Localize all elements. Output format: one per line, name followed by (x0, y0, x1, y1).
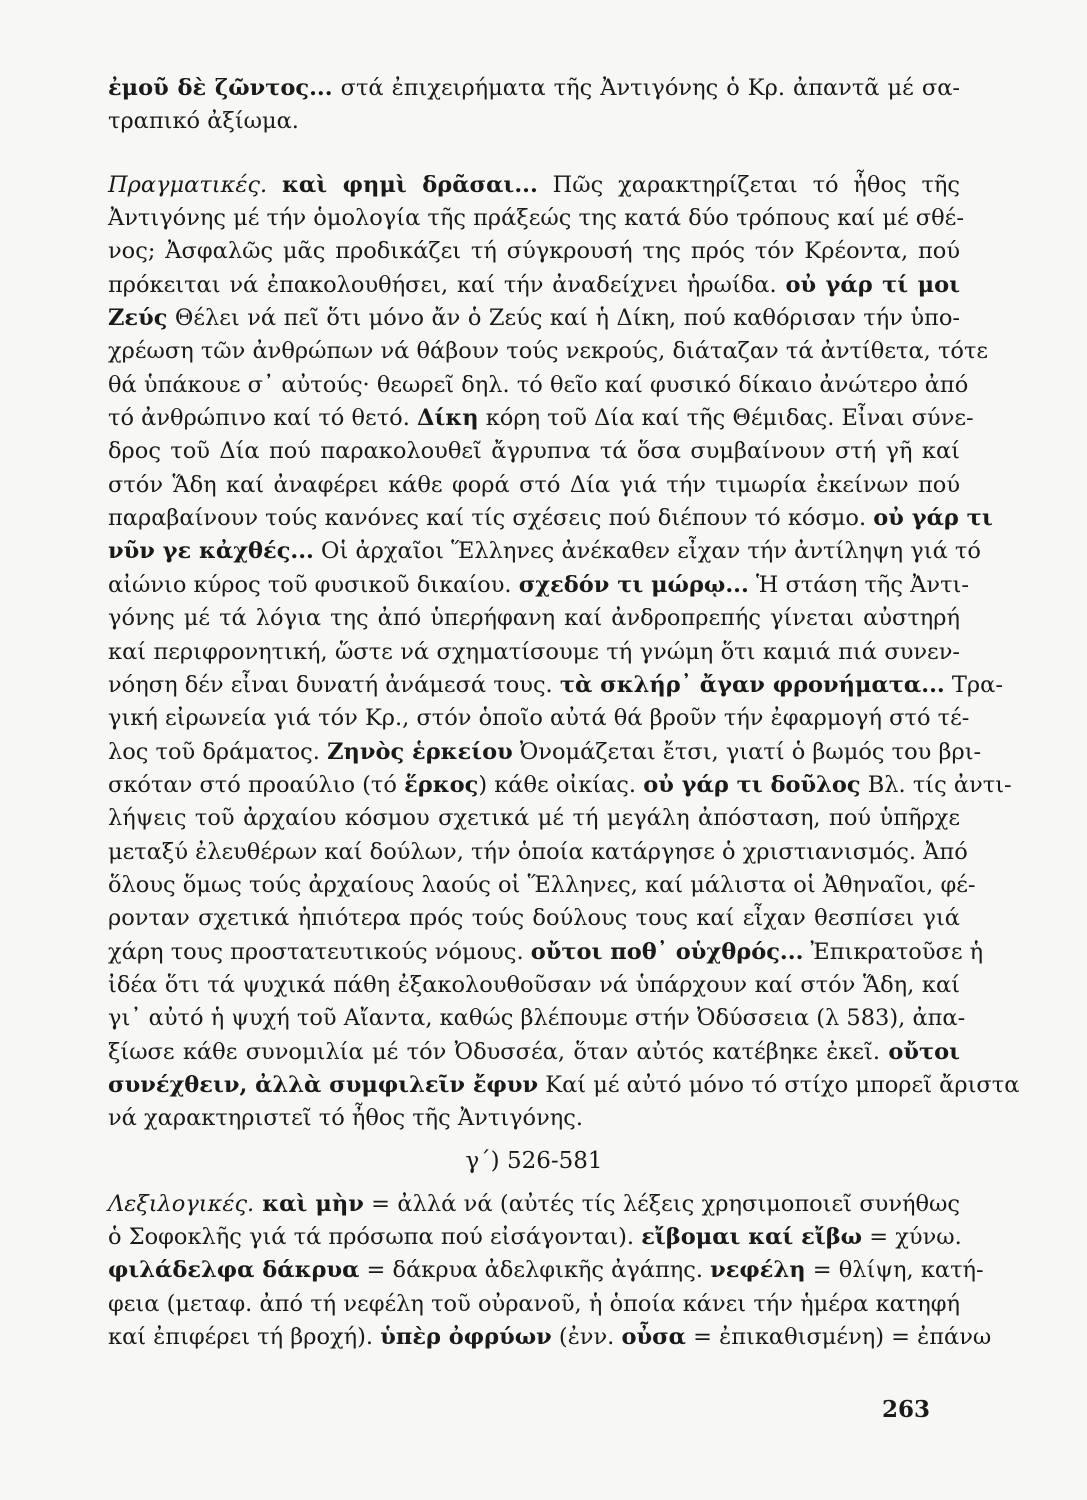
text-line: γόνης μέ τά λόγια της ἀπό ὑπερήφανη καί ἀνδροπρεπής γίνεται αὐστηρή (108, 605, 960, 632)
text-line: μεταξύ ἐλευθέρων καί δούλων, τήν ὁποία κατάργησε ὁ χριστιανισμός. Ἀπό (108, 838, 968, 865)
text-line: ἐμοῦ δὲ ζῶντος... στά ἐπιχειρήματα τῆς Ἀντιγόνης ὁ Κρ. ἀπαντᾶ μέ σα- (108, 75, 960, 101)
text-line: ὁ Σοφοκλῆς γιά τά πρόσωπα πού εἰσάγονται). εἴβομαι καί εἴβω = χύνω. (108, 1224, 962, 1250)
text-line: ρονταν σχετικά ἠπιότερα πρός τούς δούλους τους καί εἶχαν θεσπίσει γιά (108, 905, 960, 932)
text-line: νά χαρακτηριστεῖ τό ἦθος τῆς Ἀντιγόνης. (108, 1105, 584, 1132)
page-number: 263 (881, 1396, 930, 1423)
text-line: νος; Ἀσφαλῶς μᾶς προδικάζει τή σύγκρουσή της πρός τόν Κρέοντα, πού (108, 238, 960, 265)
text-line: δρος τοῦ Δία πού παρακολουθεῖ ἄγρυπνα τά ὅσα συμβαίνουν στή γῆ καί (108, 438, 960, 465)
text-line: σκόταν στό προαύλιο (τό ἕρκος) κάθε οἰκίας. οὐ γάρ τι δοῦλος Βλ. τίς ἀντι- (108, 771, 1012, 798)
text-line: ξίωσε κάθε συνομιλία μέ τόν Ὀδυσσέα, ὅταν αὐτός κατέβηκε ἐκεῖ. οὔτοι (108, 1038, 960, 1065)
text-line: λος τοῦ δράματος. Ζηνὸς ἑρκείου Ὀνομάζεται ἔτσι, γιατί ὁ βωμός του βρι- (108, 738, 982, 765)
text-line: ὅλους ὅμως τούς ἀρχαίους λαούς οἱ Ἕλληνες, καί μάλιστα οἱ Ἀθηναῖοι, φέ- (108, 871, 976, 898)
text-line: χάρη τους προστατευτικούς νόμους. οὔτοι ποθ᾽ οὑχθρός... Ἐπικρατοῦσε ἡ (108, 938, 984, 965)
section-heading: γ΄) 526-581 (465, 1147, 603, 1174)
text-line: πρόκειται νά ἐπακολουθήσει, καί τήν ἀναδείχνει ἡρωίδα. οὐ γάρ τί μοι (108, 271, 960, 298)
text-line: συνέχθειν, ἀλλὰ συμφιλεῖν ἔφυν Καί μέ αὐτό μόνο τό στίχο μπορεῖ ἄριστα (108, 1071, 1020, 1098)
text-line: λήψεις τοῦ ἀρχαίου κόσμου σχετικά μέ τή μεγάλη ἀπόσταση, πού ὑπῆρχε (108, 805, 960, 832)
text-line: Πραγματικές. καὶ φημὶ δρᾶσαι... Πῶς χαρακτηρίζεται τό ἦθος τῆς (108, 171, 960, 198)
text-line: γική εἰρωνεία γιά τόν Κρ., στόν ὁποῖο αὐτά θά βροῦν τήν ἐφαρμογή στό τέ- (108, 705, 970, 732)
paragraph-gap (108, 139, 960, 169)
text-line: φεια (μεταφ. ἀπό τή νεφέλη τοῦ οὐρανοῦ, ἡ ὁποία κάνει τήν ἡμέρα κατηφή (108, 1290, 960, 1317)
body-text (108, 72, 1020, 1354)
text-line: καί ἐπιφέρει τή βροχή). ὑπὲρ ὀφρύων (ἐνν. οὖσα = ἐπικαθισμένη) = ἐπάνω (108, 1324, 992, 1351)
text-line: νόηση δέν εἶναι δυνατή ἀνάμεσά τους. τὰ σκλήρ᾽ ἄγαν φρονήματα... Τρα- (108, 671, 1003, 698)
text-line: ἰδέα ὅτι τά ψυχικά πάθη ἐξακολουθοῦσαν νά ὑπάρχουν καί στόν Ἅδη, καί (108, 971, 960, 998)
text-line: χρέωση τῶν ἀνθρώπων νά θάβουν τούς νεκρούς, διάταζαν τά ἀντίθετα, τότε (108, 338, 989, 365)
text-line: στόν Ἅδη καί ἀναφέρει κάθε φορά στό Δία γιά τήν τιμωρία ἐκείνων πού (108, 471, 960, 498)
text-line: αἰώνιο κύρος τοῦ φυσικοῦ δικαίου. σχεδόν τι μώρῳ... Ἡ στάση τῆς Ἀντι- (108, 571, 969, 598)
text-line: τό ἀνθρώπινο καί τό θετό. Δίκη κόρη τοῦ Δία καί τῆς Θέμιδας. Εἶναι σύνε- (108, 405, 974, 432)
text-line: Ζεύς Θέλει νά πεῖ ὅτι μόνο ἄν ὁ Ζεύς καί ἡ Δίκη, πού καθόρισαν τήν ὑπο- (108, 305, 960, 332)
text-line: νῦν γε κἀχθές... Οἱ ἀρχαῖοι Ἕλληνες ἀνέκαθεν εἶχαν τήν ἀντίληψη γιά τό (108, 538, 981, 565)
text-line: καί περιφρονητική, ὥστε νά σχηματίσουμε τή γνώμη ὅτι καμιά πιά συνεν- (108, 638, 960, 665)
text-line: γι᾽ αὐτό ἡ ψυχή τοῦ Αἴαντα, καθώς βλέπουμε στήν Ὀδύσσεια (λ 583), ἀπα- (108, 1005, 966, 1032)
text-line: τραπικό ἀξίωμα. (108, 108, 299, 135)
text-line: παραβαίνουν τούς κανόνες καί τίς σχέσεις πού διέπουν τό κόσμο. οὐ γάρ τι (108, 505, 993, 532)
text-line: Ἀντιγόνης μέ τήν ὁμολογία τῆς πράξεώς της κατά δύο τρόπους καί μέ σθέ- (108, 205, 964, 232)
text-line: φιλάδελφα δάκρυα = δάκρυα ἀδελφικῆς ἀγάπης. νεφέλη = θλίψη, κατή- (108, 1257, 984, 1284)
text-line: Λεξιλογικές. καὶ μὴν = ἀλλά νά (αὐτές τίς λέξεις χρησιμοποιεῖ συνήθως (108, 1190, 961, 1217)
text-line: θά ὑπάκουε σ᾽ αὐτούς· θεωρεῖ δηλ. τό θεῖο καί φυσικό δίκαιο ἀνώτερο ἀπό (108, 371, 969, 398)
